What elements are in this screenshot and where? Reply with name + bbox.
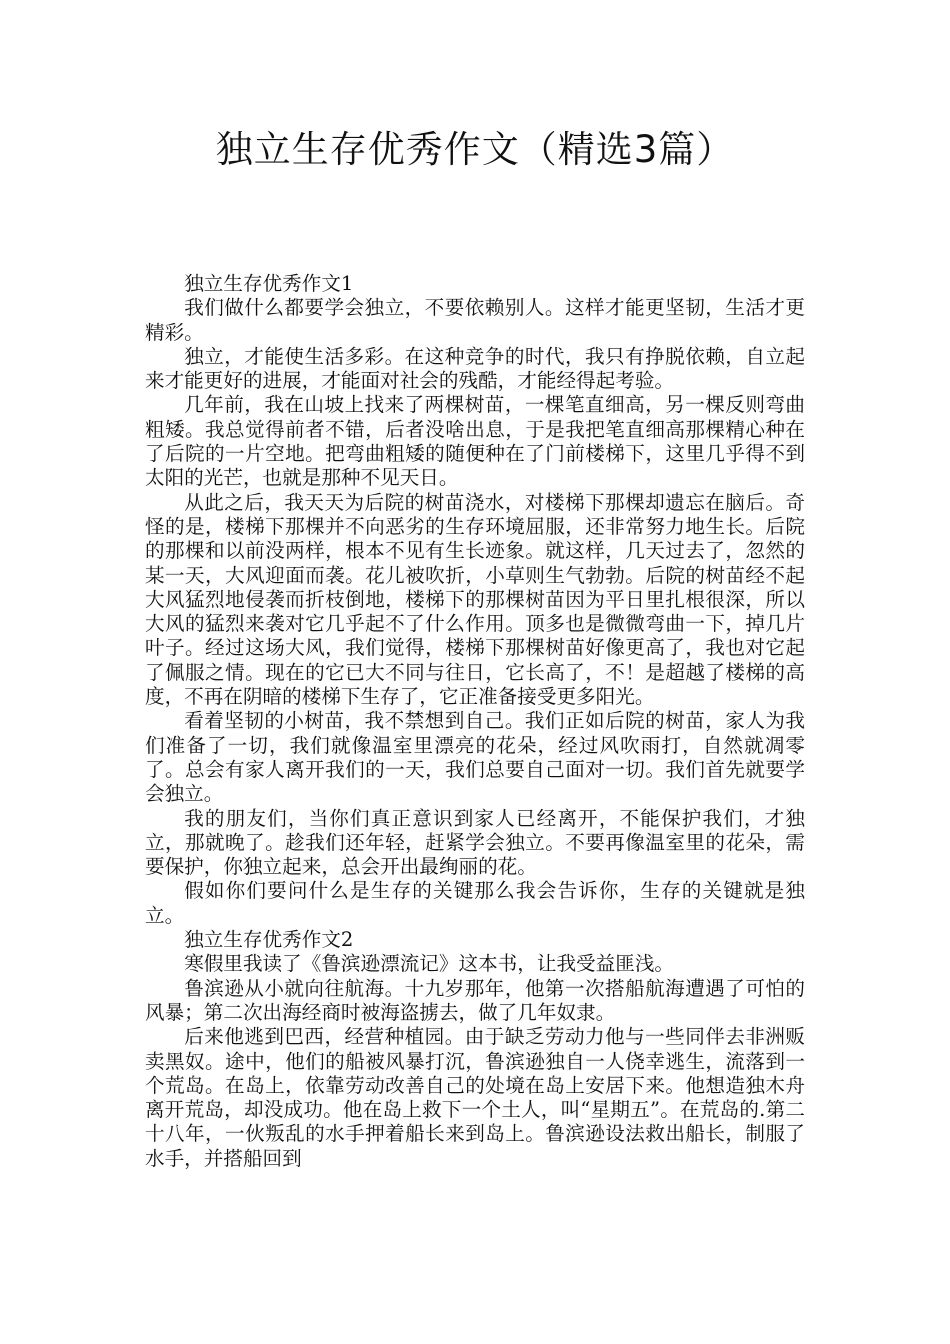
paragraph: 独立，才能使生活多彩。在这种竞争的时代，我只有挣脱依赖，自立起来才能更好的进展，才能面对社会的残酷，才能经得起考验。 [145,344,805,393]
document-body [145,272,805,1171]
paragraph: 我们做什么都要学会独立，不要依赖别人。这样才能更坚韧，生活才更精彩。 [145,296,805,344]
paragraph: 从此之后，我天天为后院的树苗浇水，对楼梯下那棵却遗忘在脑后。奇怪的是，楼梯下那棵并不向恶劣的生存环境屈服，还非常努力地生长。后院的那棵和以前没两样，根本不见有生长迹象。就这样，几天过去了，忽然的某一天，大风迎面而袭。花儿被吹折，小草则生气勃勃。后院的树苗经不起大风猛烈地侵袭而折枝倒地，楼梯下的那棵树苗因为平日里扎根很深，所以大风的猛烈来袭对它几乎起不了什么作用。顶多也是微微弯曲一下，掉几片叶子。经过这场大风，我们觉得，楼梯下那棵树苗好像更高了，我也对它起了佩服之情。现在的它已大不同与往日，它长高了，不！是超越了楼梯的高度，不再在阴暗的楼梯下生存了，它正准备接受更多阳光。 [145,490,805,709]
paragraph: 几年前，我在山坡上找来了两棵树苗，一棵笔直细高，另一棵反则弯曲粗矮。我总觉得前者不错，后者没啥出息，于是我把笔直细高那棵精心种在了后院的一片空地。把弯曲粗矮的随便种在了门前楼梯下，这里几乎得不到太阳的光芒，也就是那种不见天日。 [145,393,805,490]
document-title: 独立生存优秀作文（精选3篇） [215,128,735,171]
paragraph: 看着坚韧的小树苗，我不禁想到自己。我们正如后院的树苗，家人为我们准备了一切，我们就像温室里漂亮的花朵，经过风吹雨打，自然就凋零了。总会有家人离开我们的一天，我们总要自己面对一切。我们首先就要学会独立。 [145,709,805,806]
paragraph: 后来他逃到巴西，经营种植园。由于缺乏劳动力他与一些同伴去非洲贩卖黑奴。途中，他们的船被风暴打沉，鲁滨逊独自一人侥幸逃生，流落到一个荒岛。在岛上，依靠劳动改善自己的处境在岛上安居下来。他想造独木舟离开荒岛，却没成功。他在岛上救下一个土人，叫“星期五”。在荒岛的.第二十八年，一伙叛乱的水手押着船长来到岛上。鲁滨逊设法救出船长，制服了水手，并搭船回到 [145,1025,805,1170]
paragraph: 我的朋友们，当你们真正意识到家人已经离开，不能保护我们，才独立，那就晚了。趁我们还年轻，赶紧学会独立。不要再像温室里的花朵，需要保护，你独立起来，总会开出最绚丽的花。 [145,806,805,879]
paragraph: 假如你们要问什么是生存的关键那么我会告诉你，生存的关键就是独立。 [145,879,805,927]
essay-section-2 [145,928,805,1171]
section-heading: 独立生存优秀作文2 [184,928,354,952]
paragraph: 寒假里我读了《鲁滨逊漂流记》这本书，让我受益匪浅。 [184,952,675,976]
section-heading: 独立生存优秀作文1 [184,272,354,295]
paragraph: 鲁滨逊从小就向往航海。十九岁那年，他第一次搭船航海遭遇了可怕的风暴；第二次出海经商时被海盗掳去，做了几年奴隶。 [145,976,805,1024]
essay-section-1 [145,272,805,928]
